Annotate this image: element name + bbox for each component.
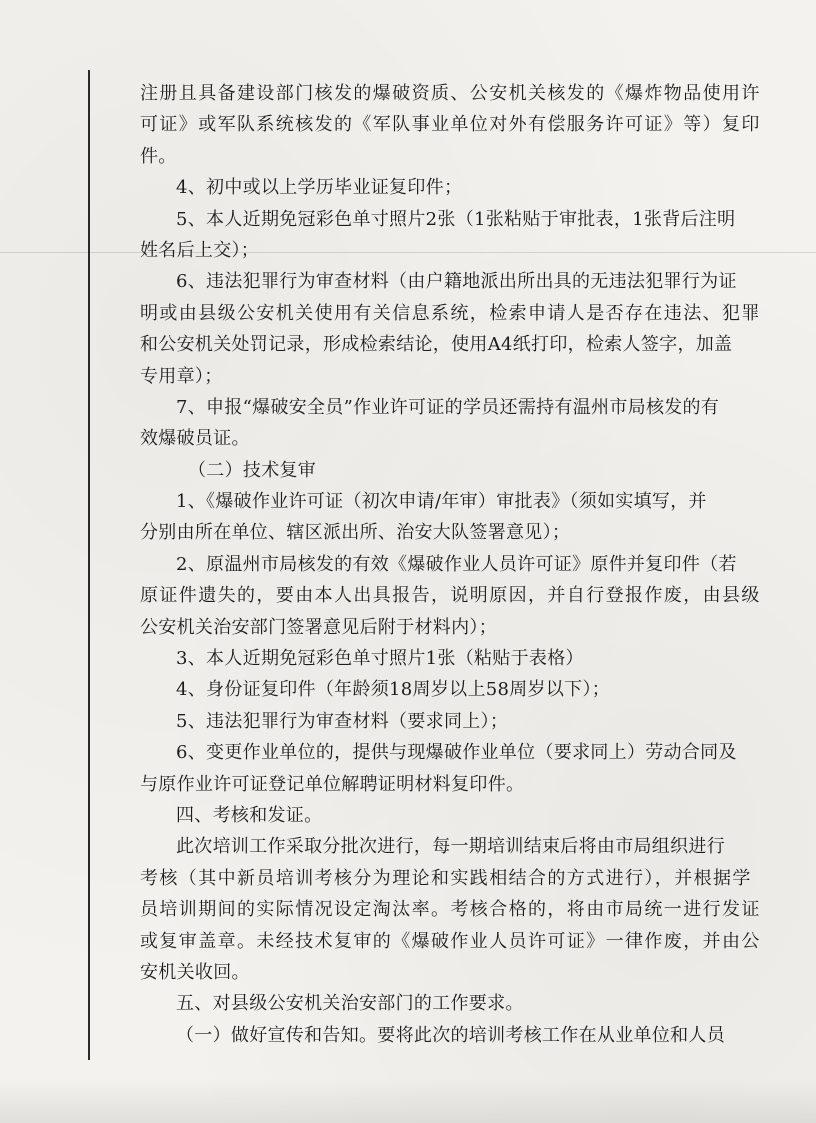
text-line: 1、《爆破作业许可证（初次申请/年审）审批表》（须如实填写，并 bbox=[176, 491, 707, 513]
text-line: 6、违法犯罪行为审查材料（由户籍地派出所出具的无违法犯罪行为证 bbox=[176, 271, 737, 293]
document-body bbox=[140, 78, 761, 1051]
text-line: 原证件遗失的，要由本人出具报告，说明原因，并自行登报作废，由县级 bbox=[140, 585, 761, 607]
text-line: 员培训期间的实际情况设定淘汰率。考核合格的，将由市局统一进行发证 bbox=[140, 899, 761, 921]
text-line: 2、原温州市局核发的有效《爆破作业人员许可证》原件并复印件（若 bbox=[176, 553, 737, 575]
section-heading: （二）技术复审 bbox=[188, 459, 317, 481]
text-line: 5、违法犯罪行为审查材料（要求同上）； bbox=[176, 710, 509, 732]
text-line: 4、初中或以上学历毕业证复印件； bbox=[176, 177, 463, 199]
text-line: 注册且具备建设部门核发的爆破资质、公安机关核发的《爆炸物品使用许 bbox=[140, 83, 761, 104]
text-line: 件。 bbox=[140, 145, 177, 167]
section-heading: 四、考核和发证。 bbox=[176, 804, 323, 826]
text-line: 效爆破员证。 bbox=[140, 428, 250, 450]
text-line: 公安机关治安部门签署意见后附于材料内）； bbox=[140, 616, 497, 638]
section-heading: 五、对县级公安机关治安部门的工作要求。 bbox=[176, 993, 524, 1015]
text-line: 7、申报“爆破安全员”作业许可证的学员还需持有温州市局核发的有 bbox=[176, 396, 720, 418]
text-line: 明或由县级公安机关使用有关信息系统，检索申请人是否存在违法、犯罪 bbox=[140, 302, 761, 324]
text-line: 和公安机关处罚记录，形成检索结论，使用A4纸打印，检索人签字，加盖 bbox=[140, 334, 733, 356]
text-line: （一）做好宣传和告知。要将此次的培训考核工作在从业单位和人员 bbox=[176, 1024, 725, 1046]
text-line: 可证》或军队系统核发的《军队事业单位对外有偿服务许可证》等）复印 bbox=[140, 114, 761, 136]
text-line: 考核（其中新员培训考核分为理论和实践相结合的方式进行），并根据学 bbox=[140, 867, 752, 889]
scan-shadow bbox=[0, 1078, 816, 1123]
text-line: 与原作业许可证登记单位解聘证明材料复印件。 bbox=[140, 773, 525, 795]
text-line: 安机关收回。 bbox=[140, 961, 250, 983]
text-line: 分别由所在单位、辖区派出所、治安大队签署意见）； bbox=[140, 522, 571, 544]
text-line: 5、本人近期免冠彩色单寸照片2张（1张粘贴于审批表，1张背后注明 bbox=[176, 208, 736, 230]
text-line: 专用章）； bbox=[140, 365, 223, 387]
text-line: 此次培训工作采取分批次进行，每一期培训结束后将由市局组织进行 bbox=[176, 836, 725, 858]
text-line: 或复审盖章。未经技术复审的《爆破作业人员许可证》一律作废，并由公 bbox=[140, 930, 761, 952]
text-line: 姓名后上交）； bbox=[140, 239, 260, 261]
text-line: 4、身份证复印件（年龄须18周岁以上58周岁以下）； bbox=[176, 679, 611, 701]
text-line: 3、本人近期免冠彩色单寸照片1张（粘贴于表格） bbox=[176, 648, 584, 670]
binding-margin-line bbox=[88, 70, 90, 1060]
text-line: 6、变更作业单位的，提供与现爆破作业单位（要求同上）劳动合同及 bbox=[176, 742, 737, 764]
